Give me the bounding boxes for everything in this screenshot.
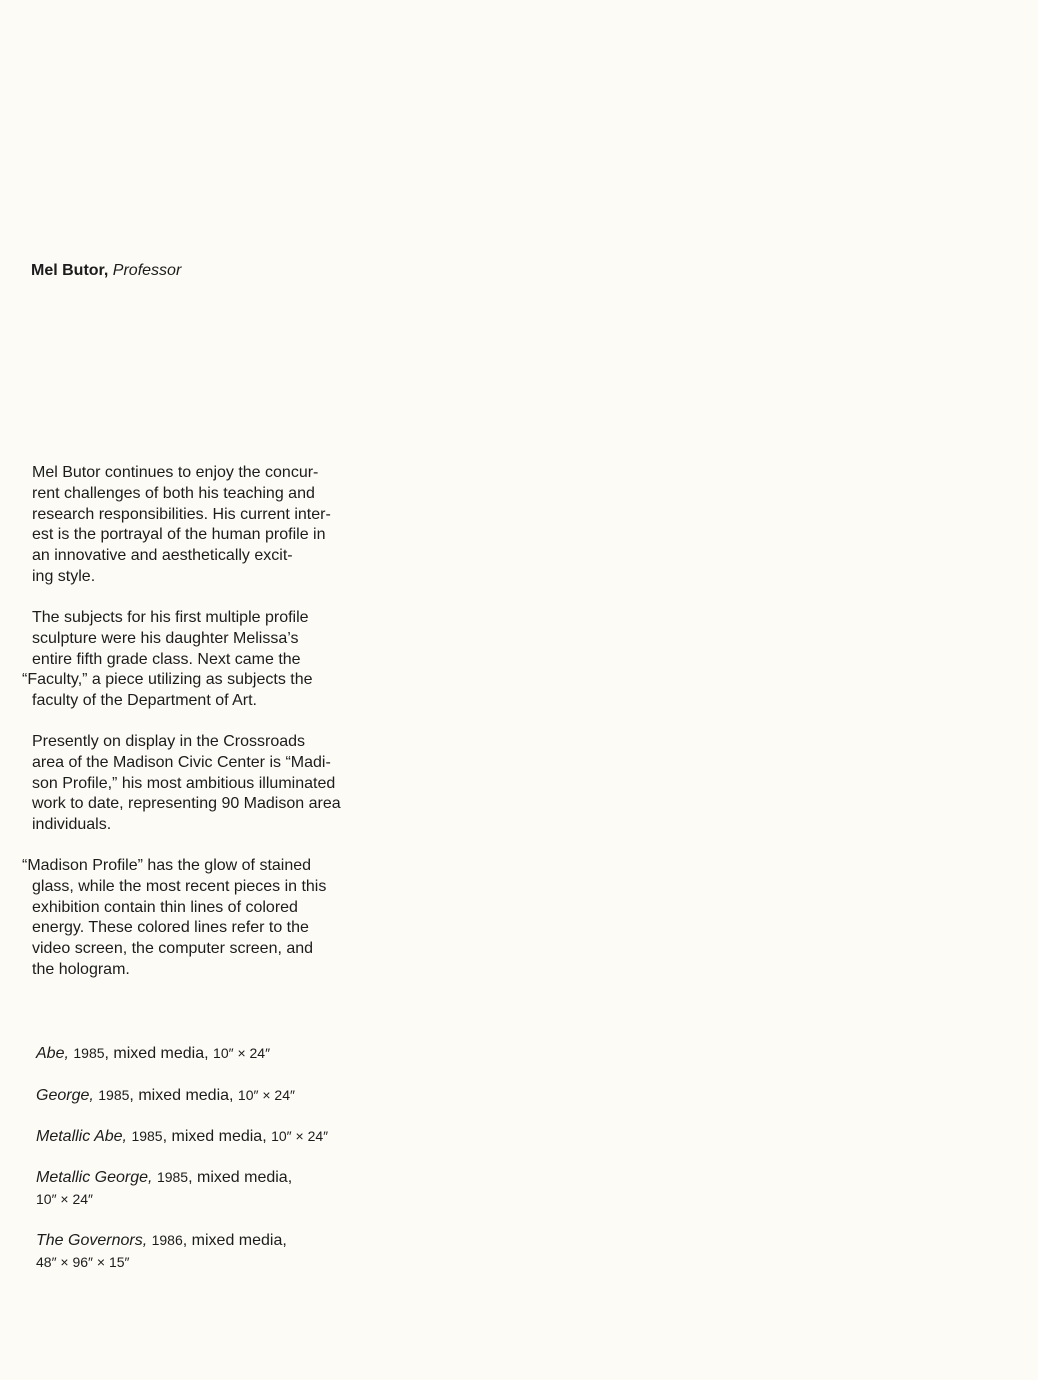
text-line: entire fifth grade class. Next came the xyxy=(32,650,301,668)
work-title: George, xyxy=(36,1087,94,1104)
work-title: Abe, xyxy=(36,1045,69,1062)
bio-paragraph xyxy=(32,732,372,836)
text-line: energy. These colored lines refer to the xyxy=(32,919,309,937)
text-line: the hologram. xyxy=(32,960,130,978)
work-dimensions: 10″ × 24″ xyxy=(237,1087,295,1103)
text-line: Presently on display in the Crossroads xyxy=(32,733,306,750)
text-line: sculpture were his daughter Melissa’s xyxy=(32,629,299,647)
text-line: Mel Butor continues to enjoy the concur- xyxy=(32,464,319,481)
work-title: Metallic Abe, xyxy=(36,1128,127,1145)
work-entry xyxy=(36,1167,292,1210)
text-line: research responsibilities. His current inter- xyxy=(32,505,331,523)
text-line: individuals. xyxy=(32,816,112,834)
work-entry xyxy=(36,1230,287,1273)
bio-paragraph xyxy=(32,463,372,588)
work-medium: , mixed media, xyxy=(129,1087,234,1104)
text-line: “Madison Profile” has the glow of stained xyxy=(22,857,312,874)
work-year: 1985 xyxy=(98,1087,130,1103)
text-line: exhibition contain thin lines of colored xyxy=(32,898,298,916)
work-year: 1985 xyxy=(131,1128,163,1144)
work-entry xyxy=(36,1126,328,1148)
work-dimensions: 10″ × 24″ xyxy=(36,1190,94,1207)
work-year: 1986 xyxy=(151,1232,183,1248)
artist-name: Mel Butor, xyxy=(31,262,109,279)
work-dimensions: 10″ × 24″ xyxy=(271,1128,329,1144)
work-medium: , mixed media, xyxy=(188,1169,293,1186)
text-line: “Faculty,” a piece utilizing as subjects the xyxy=(22,671,313,689)
work-title: The Governors, xyxy=(36,1232,148,1249)
artist-title: Professor xyxy=(112,262,182,279)
text-line: est is the portrayal of the human profile in xyxy=(32,526,326,544)
text-line: son Profile,” his most ambitious illuminated xyxy=(32,774,336,792)
work-year: 1985 xyxy=(73,1045,105,1061)
text-line: area of the Madison Civic Center is “Madi- xyxy=(32,753,331,771)
text-line: video screen, the computer screen, and xyxy=(32,940,314,958)
work-dimensions: 10″ × 24″ xyxy=(213,1045,271,1061)
text-line: rent challenges of both his teaching and xyxy=(32,484,315,502)
work-medium: , mixed media, xyxy=(162,1128,267,1145)
text-line: glass, while the most recent pieces in this xyxy=(32,877,327,895)
work-entry xyxy=(36,1043,270,1065)
text-line: The subjects for his first multiple profile xyxy=(32,609,309,626)
artist-heading xyxy=(31,260,181,282)
work-title: Metallic George, xyxy=(36,1169,153,1186)
bio-paragraph xyxy=(22,856,372,981)
text-line: faculty of the Department of Art. xyxy=(32,692,257,710)
text-line: ing style. xyxy=(32,567,96,585)
work-entry xyxy=(36,1085,295,1107)
work-year: 1985 xyxy=(156,1169,189,1185)
work-medium: , mixed media, xyxy=(182,1232,287,1249)
work-medium: , mixed media, xyxy=(104,1045,209,1062)
text-line: work to date, representing 90 Madison area xyxy=(32,795,341,813)
text-line: an innovative and aesthetically excit- xyxy=(32,547,293,565)
work-dimensions: 48″ × 96″ × 15″ xyxy=(36,1253,130,1270)
bio-paragraph xyxy=(22,608,372,712)
